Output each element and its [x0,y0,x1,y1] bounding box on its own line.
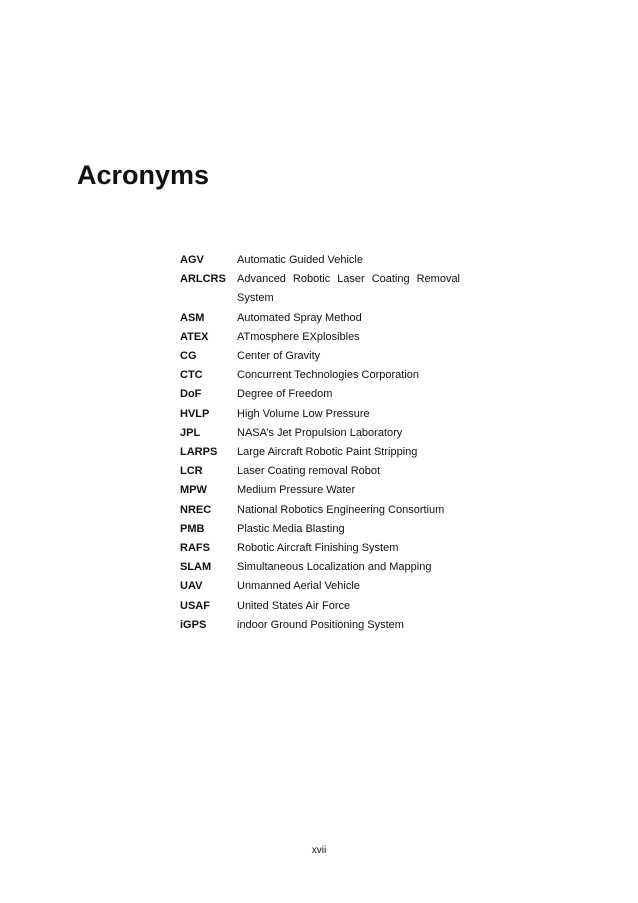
acronym-term: HVLP [180,407,210,420]
acronym-term: AGV [180,254,204,266]
acronym-row-igps [180,616,460,635]
acronym-row-lcr [180,462,460,481]
acronym-definition: Simultaneous Localization and Mapping [237,561,432,574]
acronym-row-cg [180,347,460,366]
acronym-row-rafs [180,539,460,558]
acronym-definition: Unmanned Aerial Vehicle [237,580,360,593]
acronym-definition: Medium Pressure Water [237,484,356,497]
acronym-term: CTC [180,369,203,382]
acronym-definition: ATmosphere EXplosibles [237,330,360,343]
acronym-term: ATEX [180,330,209,343]
acronym-definition: National Robotics Engineering Consortium [237,503,445,516]
acronym-row-nrec [180,501,460,520]
acronym-definition-line: Advanced Robotic Laser Coating Removal [237,273,460,286]
acronym-definition: High Volume Low Pressure [237,407,370,420]
acronym-definition-line: System [237,292,274,305]
acronym-row-uav [180,577,460,596]
acronym-definition: Concurrent Technologies Corporation [237,369,420,382]
page-number: xvii [311,845,327,856]
acronym-term: DoF [180,388,202,401]
acronym-row-agv [180,251,460,270]
acronym-term: ASM [180,311,205,324]
acronym-term: CG [180,350,197,363]
acronym-term: PMB [180,522,205,535]
acronym-definition: Large Aircraft Robotic Paint Stripping [237,446,418,459]
acronym-row-hvlp [180,405,460,424]
acronym-row-usaf [180,597,460,616]
acronym-definition: Automated Spray Method [237,311,362,324]
acronym-term: LARPS [180,446,218,459]
acronym-row-arlcrs [180,270,460,308]
acronym-row-dof [180,385,460,404]
acronym-row-mpw [180,481,460,500]
acronym-term: LCR [180,465,203,478]
acronym-row-ctc [180,366,460,385]
acronym-term: RAFS [180,542,210,555]
page-title: Acronyms [77,160,210,190]
acronym-definition: Center of Gravity [237,350,321,363]
acronym-row-atex [180,328,460,347]
acronym-definition: Degree of Freedom [237,388,333,401]
acronym-definition: Automatic Guided Vehicle [237,254,363,266]
acronym-row-asm [180,309,460,328]
acronym-definition: United States Air Force [237,599,351,612]
acronym-row-jpl [180,424,460,443]
acronym-term: JPL [180,426,201,439]
acronym-row-pmb [180,520,460,539]
acronym-definition: Robotic Aircraft Finishing System [237,542,399,555]
acronym-term: ARLCRS [180,273,226,286]
acronym-term: MPW [180,484,207,497]
acronym-term: NREC [180,503,212,516]
acronym-term: SLAM [180,561,212,574]
acronym-row-slam [180,558,460,577]
acronym-definition: Plastic Media Blasting [237,522,345,535]
acronym-definition: NASA’s Jet Propulsion Laboratory [237,426,403,439]
acronym-definition [237,270,460,308]
acronym-list [180,251,460,635]
acronym-row-larps [180,443,460,462]
acronym-definition: indoor Ground Positioning System [237,618,404,631]
acronym-term: UAV [180,580,203,593]
acronym-term: USAF [180,599,210,612]
acronym-term: iGPS [180,618,207,631]
acronym-definition: Laser Coating removal Robot [237,465,381,478]
